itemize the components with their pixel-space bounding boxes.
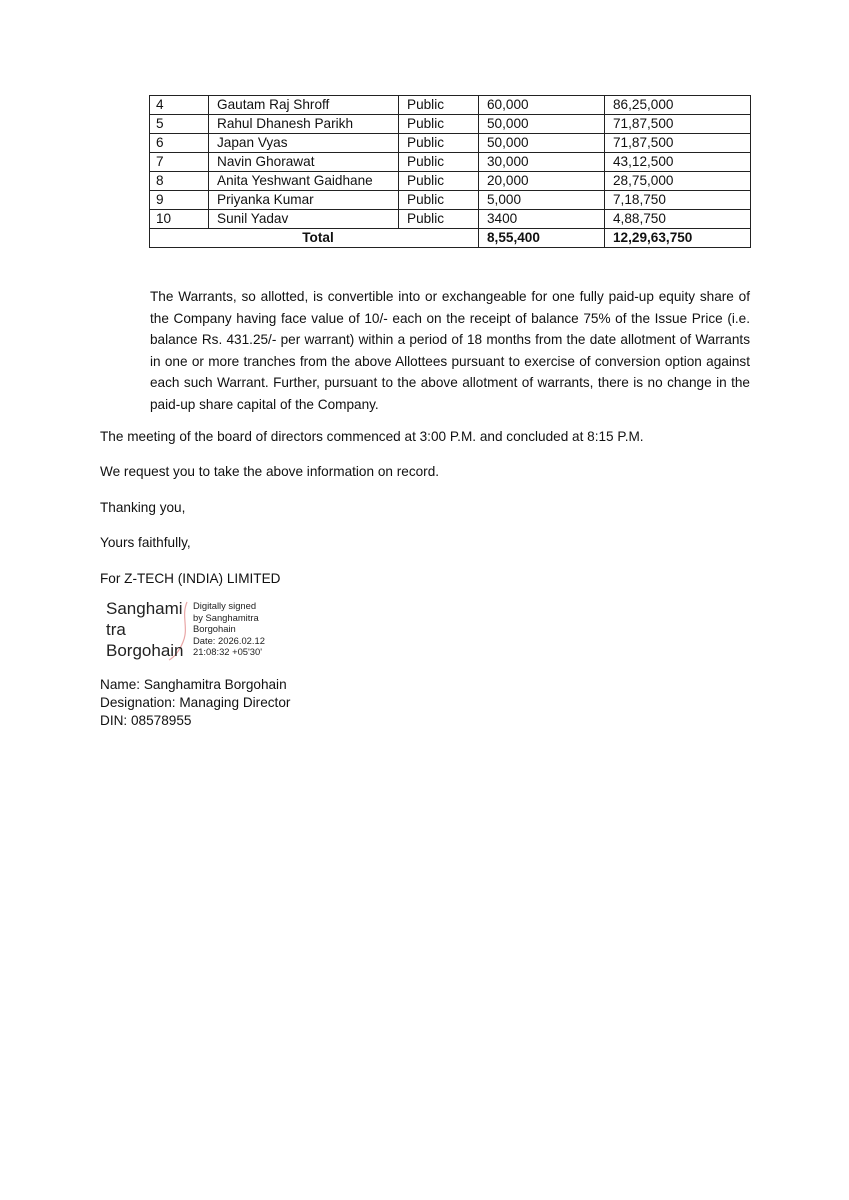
- amount-value: 71,87,500: [605, 115, 751, 134]
- allottee-category: Public: [399, 134, 479, 153]
- signature-name: [106, 598, 184, 661]
- allottee-category: Public: [399, 96, 479, 115]
- signature-detail-line-1: Digitally signed: [193, 600, 257, 611]
- amount-value: 7,18,750: [605, 191, 751, 210]
- warrants-count: 50,000: [479, 134, 605, 153]
- amount-value: 28,75,000: [605, 172, 751, 191]
- warrants-count: 30,000: [479, 153, 605, 172]
- row-number: 6: [150, 134, 209, 153]
- warrants-paragraph: The Warrants, so allotted, is convertible into or exchangeable for one fully paid-up equity share of the Company having face value of 10/- each on the receipt of balance 75% of the Issue Price (i.e. balance Rs. 431.25/- per warrant) within a period of 18 months from the date allotment of Warrants in one or more tranches from the above Allottees pursuant to exercise of conversion option against each such Warrant. Further, pursuant to the above allotment of warrants, there is no change in the paid-up share capital of the Company.: [150, 289, 750, 412]
- row-number: 7: [150, 153, 209, 172]
- allottee-category: Public: [399, 210, 479, 229]
- warrants-count: 5,000: [479, 191, 605, 210]
- table-row: [150, 172, 751, 191]
- total-warrants: 8,55,400: [479, 229, 605, 248]
- allottee-name: Japan Vyas: [209, 134, 399, 153]
- signature-detail-line-2: by Sanghamitra: [193, 611, 259, 623]
- allottee-category: Public: [399, 191, 479, 210]
- table-row: [150, 115, 751, 134]
- allottee-name: Priyanka Kumar: [209, 191, 399, 210]
- table-row: [150, 153, 751, 172]
- signatory-details: [100, 676, 290, 730]
- allottee-category: Public: [399, 115, 479, 134]
- row-number: 10: [150, 210, 209, 229]
- row-number: 8: [150, 172, 209, 191]
- warrants-count: 3400: [479, 210, 605, 229]
- allottee-name: Gautam Raj Shroff: [209, 96, 399, 115]
- warrants-count: 60,000: [479, 96, 605, 115]
- allottee-name: Anita Yeshwant Gaidhane: [209, 172, 399, 191]
- meeting-line: The meeting of the board of directors commenced at 3:00 P.M. and concluded at 8:15 P.M.: [100, 429, 644, 444]
- total-row: [150, 229, 751, 248]
- signatory-designation: Designation: Managing Director: [100, 695, 291, 710]
- amount-value: 43,12,500: [605, 153, 751, 172]
- allottee-name: Rahul Dhanesh Parikh: [209, 115, 399, 134]
- row-number: 4: [150, 96, 209, 115]
- allottee-name: Sunil Yadav: [209, 210, 399, 229]
- table-row: [150, 210, 751, 229]
- signatory-name: Name: Sanghamitra Borgohain: [100, 677, 287, 692]
- company-line: For Z-TECH (INDIA) LIMITED: [100, 571, 281, 586]
- signature-detail-line-5: 21:08:32 +05'30': [193, 646, 263, 658]
- amount-value: 71,87,500: [605, 134, 751, 153]
- table-row: [150, 96, 751, 115]
- table-row: [150, 191, 751, 210]
- allottee-category: Public: [399, 153, 479, 172]
- table-row: [150, 134, 751, 153]
- signature-detail-line-4: Date: 2026.02.12: [193, 634, 265, 646]
- signature-name-line-1: Sanghami: [106, 599, 183, 618]
- allotment-table-body: [150, 96, 751, 229]
- total-label: Total: [150, 229, 479, 248]
- allottee-name: Navin Ghorawat: [209, 153, 399, 172]
- signatory-din: DIN: 08578955: [100, 713, 192, 728]
- signature-detail-line-3: Borgohain: [193, 623, 236, 635]
- closing-line: Yours faithfully,: [100, 535, 191, 550]
- signature-details: [193, 600, 265, 658]
- amount-value: 4,88,750: [605, 210, 751, 229]
- allotment-table: [149, 95, 751, 248]
- thanks-line: Thanking you,: [100, 500, 186, 515]
- signature-name-line-3: Borgohain: [106, 641, 184, 660]
- warrants-count: 20,000: [479, 172, 605, 191]
- total-amount: 12,29,63,750: [605, 229, 751, 248]
- signature-name-line-2: tra: [106, 620, 126, 639]
- request-line: We request you to take the above information on record.: [100, 464, 440, 479]
- row-number: 9: [150, 191, 209, 210]
- digital-signature: [104, 598, 304, 666]
- warrants-count: 50,000: [479, 115, 605, 134]
- row-number: 5: [150, 115, 209, 134]
- amount-value: 86,25,000: [605, 96, 751, 115]
- allottee-category: Public: [399, 172, 479, 191]
